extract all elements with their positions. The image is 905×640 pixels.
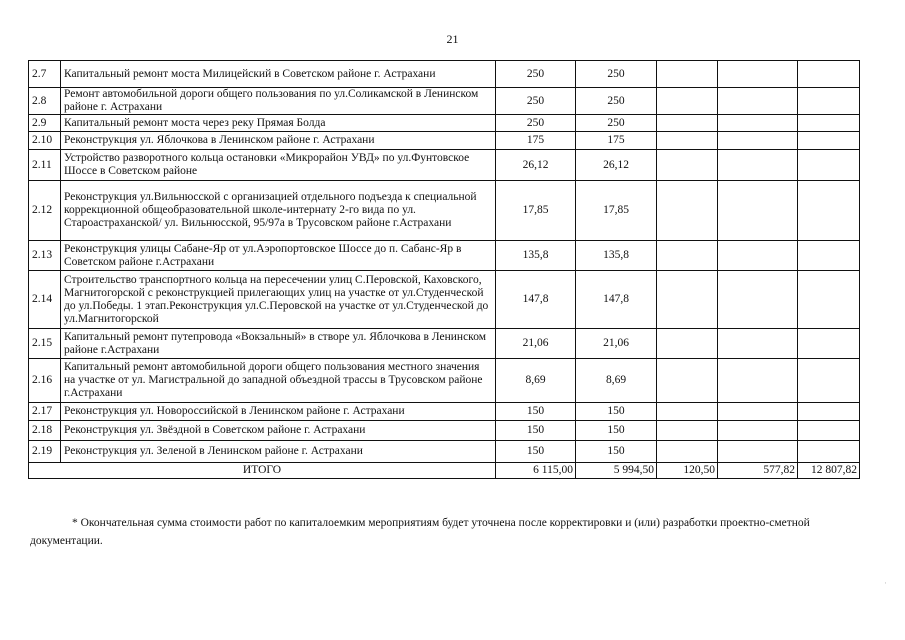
row-number: 2.19 [29, 441, 61, 463]
total-value: 120,50 [657, 463, 718, 479]
row-value-total: 150 [496, 403, 576, 421]
row-value-total: 150 [496, 421, 576, 441]
table-body [29, 61, 860, 479]
row-value-year-1: 150 [576, 421, 657, 441]
total-value: 12 807,82 [798, 463, 860, 479]
table-row [29, 271, 860, 329]
row-value-year-3 [718, 150, 798, 181]
total-value: 6 115,00 [496, 463, 576, 479]
row-value-total: 8,69 [496, 359, 576, 403]
row-value-year-4 [798, 241, 860, 271]
row-value-year-3 [718, 132, 798, 150]
row-value-total: 250 [496, 88, 576, 115]
row-value-year-4 [798, 115, 860, 132]
row-value-year-4 [798, 88, 860, 115]
row-name: Устройство разворотного кольца остановки «Микрорайон УВД» по ул.Фунтовское Шоссе в Советском районе [61, 150, 496, 181]
row-value-year-1: 135,8 [576, 241, 657, 271]
row-value-year-1: 175 [576, 132, 657, 150]
row-value-year-3 [718, 61, 798, 88]
total-value: 5 994,50 [576, 463, 657, 479]
row-value-year-3 [718, 181, 798, 241]
row-value-year-2 [657, 61, 718, 88]
table-row [29, 181, 860, 241]
row-value-year-2 [657, 359, 718, 403]
row-number: 2.18 [29, 421, 61, 441]
row-value-total: 21,06 [496, 329, 576, 359]
table-row [29, 88, 860, 115]
row-value-year-1: 250 [576, 61, 657, 88]
row-value-year-3 [718, 271, 798, 329]
row-number: 2.9 [29, 115, 61, 132]
row-value-year-2 [657, 132, 718, 150]
table-row [29, 61, 860, 88]
row-value-year-4 [798, 421, 860, 441]
row-number: 2.7 [29, 61, 61, 88]
row-name: Капитальный ремонт моста Милицейский в Советском районе г. Астрахани [61, 61, 496, 88]
row-value-year-1: 26,12 [576, 150, 657, 181]
row-value-year-4 [798, 329, 860, 359]
row-value-year-4 [798, 150, 860, 181]
row-name: Строительство транспортного кольца на пересечении улиц С.Перовской, Каховского, Магнитогорской с реконструкцией прилегающих улиц на участке от ул.Студенческой до ул.Победы. 1 этап.Реконструкция ул.С.Перовской на участке от ул.Студенческой до ул.Магнитогорской [61, 271, 496, 329]
table-row [29, 329, 860, 359]
row-value-year-1: 250 [576, 115, 657, 132]
table-row [29, 132, 860, 150]
row-value-year-2 [657, 115, 718, 132]
table-row [29, 403, 860, 421]
row-value-year-2 [657, 329, 718, 359]
row-number: 2.10 [29, 132, 61, 150]
row-name: Реконструкция ул. Новороссийской в Ленинском районе г. Астрахани [61, 403, 496, 421]
row-value-year-1: 17,85 [576, 181, 657, 241]
row-number: 2.12 [29, 181, 61, 241]
row-number: 2.16 [29, 359, 61, 403]
row-value-year-2 [657, 441, 718, 463]
row-value-year-1: 147,8 [576, 271, 657, 329]
row-value-year-4 [798, 403, 860, 421]
row-name: Капитальный ремонт путепровода «Вокзальный» в створе ул. Яблочкова в Ленинском районе г.Астрахани [61, 329, 496, 359]
row-value-year-4 [798, 61, 860, 88]
row-number: 2.17 [29, 403, 61, 421]
row-value-total: 26,12 [496, 150, 576, 181]
row-number: 2.13 [29, 241, 61, 271]
row-value-year-3 [718, 403, 798, 421]
row-value-year-1: 150 [576, 403, 657, 421]
row-value-year-3 [718, 421, 798, 441]
table-row [29, 150, 860, 181]
row-value-total: 135,8 [496, 241, 576, 271]
row-value-total: 150 [496, 441, 576, 463]
row-value-year-2 [657, 271, 718, 329]
row-value-total: 147,8 [496, 271, 576, 329]
row-value-total: 17,85 [496, 181, 576, 241]
page-number: 21 [446, 32, 459, 46]
row-name: Реконструкция улицы Сабане-Яр от ул.Аэропортовское Шоссе до п. Сабанс-Яр в Советском районе г.Астрахани [61, 241, 496, 271]
row-value-total: 250 [496, 115, 576, 132]
row-name: Капитальный ремонт автомобильной дороги общего пользования местного значения на участке от ул. Магистральной до западной объездной трассы в Трусовском районе г.Астрахани [61, 359, 496, 403]
total-row [29, 463, 860, 479]
row-value-year-3 [718, 359, 798, 403]
table-row [29, 359, 860, 403]
table-row [29, 115, 860, 132]
scan-mark: · [884, 578, 887, 588]
row-value-year-2 [657, 403, 718, 421]
total-label: ИТОГО [29, 463, 496, 479]
row-value-year-3 [718, 241, 798, 271]
row-value-year-4 [798, 181, 860, 241]
row-value-year-3 [718, 329, 798, 359]
row-number: 2.11 [29, 150, 61, 181]
row-value-year-2 [657, 421, 718, 441]
row-value-year-1: 150 [576, 441, 657, 463]
row-value-year-4 [798, 359, 860, 403]
row-value-total: 175 [496, 132, 576, 150]
row-value-year-1: 250 [576, 88, 657, 115]
total-value: 577,82 [718, 463, 798, 479]
table-row [29, 421, 860, 441]
row-value-year-1: 21,06 [576, 329, 657, 359]
row-name: Ремонт автомобильной дороги общего пользования по ул.Соликамской в Ленинском районе г. Астрахани [61, 88, 496, 115]
row-value-year-2 [657, 150, 718, 181]
row-value-year-2 [657, 181, 718, 241]
row-value-year-3 [718, 115, 798, 132]
footnote: * Окончательная сумма стоимости работ по капиталоемким мероприятиям будет уточнена после корректировки и (или) разработки проектно-сметной документации. [30, 517, 810, 547]
row-value-year-4 [798, 132, 860, 150]
row-value-year-3 [718, 88, 798, 115]
row-name: Реконструкция ул. Звёздной в Советском районе г. Астрахани [61, 421, 496, 441]
row-value-year-1: 8,69 [576, 359, 657, 403]
row-name: Реконструкция ул.Вильнюсской с организацией отдельного подъезда к специальной коррекционной общеобразовательной школе-интернату 2-го вида по ул. Староастраханской/ ул. Вильнюсской, 95/97а в Трусовском районе г.Астрахани [61, 181, 496, 241]
row-value-year-2 [657, 88, 718, 115]
row-name: Капитальный ремонт моста через реку Прямая Болда [61, 115, 496, 132]
row-number: 2.15 [29, 329, 61, 359]
row-value-year-3 [718, 441, 798, 463]
row-value-year-2 [657, 241, 718, 271]
row-value-total: 250 [496, 61, 576, 88]
investment-table [28, 60, 860, 479]
row-name: Реконструкция ул. Зеленой в Ленинском районе г. Астрахани [61, 441, 496, 463]
row-name: Реконструкция ул. Яблочкова в Ленинском районе г. Астрахани [61, 132, 496, 150]
table-row [29, 241, 860, 271]
row-value-year-4 [798, 441, 860, 463]
table-row [29, 441, 860, 463]
row-number: 2.14 [29, 271, 61, 329]
row-number: 2.8 [29, 88, 61, 115]
row-value-year-4 [798, 271, 860, 329]
